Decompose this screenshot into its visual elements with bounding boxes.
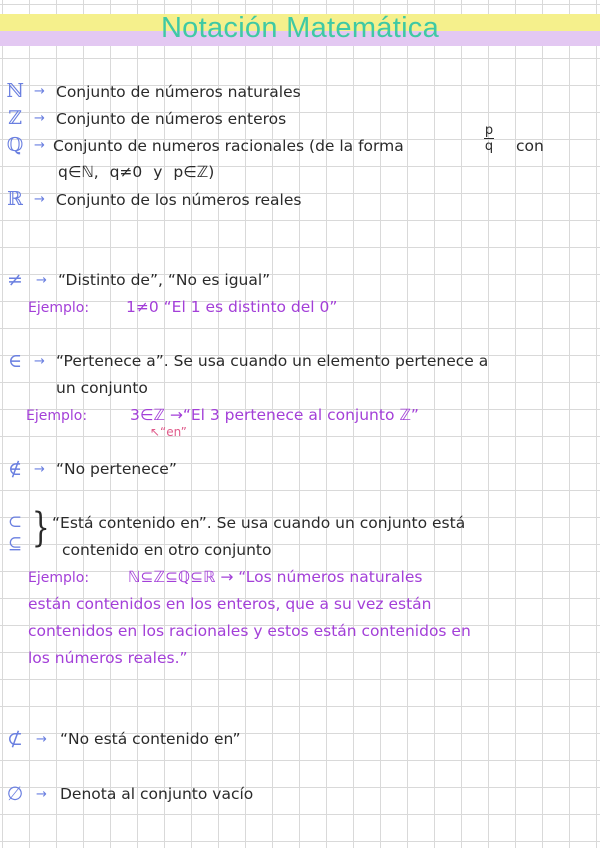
belongs-text-line2: un conjunto	[56, 379, 148, 397]
not-subset-symbol: ⊄	[7, 728, 23, 750]
reals-text: Conjunto de los números reales	[56, 191, 302, 209]
empty-set-symbol: ∅	[6, 783, 24, 805]
example-label: Ejemplo:	[28, 300, 90, 316]
not-subset-text: “No está contenido en”	[60, 730, 241, 748]
not-belongs-symbol: ∉	[7, 458, 23, 480]
subset-example-line4: los números reales.”	[28, 649, 188, 667]
arrow-icon: →	[36, 787, 47, 802]
belongs-symbol: ∈	[7, 350, 23, 372]
example-label: Ejemplo:	[28, 570, 90, 586]
not-equal-symbol: ≠	[7, 269, 23, 291]
not-belongs-text: “No pertenece”	[56, 460, 177, 478]
arrow-icon: →	[34, 354, 45, 369]
arrow-icon: →	[36, 273, 47, 288]
subset-example-line3: contenidos en los racionales y estos están contenidos en	[28, 622, 471, 640]
reals-symbol: ℝ	[7, 188, 23, 210]
fraction-denominator: q	[484, 139, 494, 154]
empty-set-text: Denota al conjunto vacío	[60, 785, 254, 803]
integers-text: Conjunto de números enteros	[56, 110, 287, 128]
not-equal-example: 1≠0 “El 1 es distinto del 0”	[126, 298, 338, 316]
not-equal-text: “Distinto de”, “No es igual”	[58, 271, 271, 289]
fraction-p-over-q	[484, 124, 494, 153]
rationals-con: con	[516, 137, 544, 155]
rationals-text: Conjunto de numeros racionales (de la forma	[53, 137, 404, 155]
rationals-condition: q∈ℕ, q≠0 y p∈ℤ)	[58, 163, 215, 181]
rationals-symbol: ℚ	[6, 134, 24, 156]
arrow-icon: →	[34, 138, 45, 153]
arrow-icon: →	[34, 84, 45, 99]
naturals-symbol: ℕ	[6, 80, 24, 102]
subset-symbol: ⊂	[7, 512, 23, 532]
example-label: Ejemplo:	[26, 408, 88, 424]
subset-example-line2: están contenidos en los enteros, que a su vez están	[28, 595, 432, 613]
subset-text-line2: contenido en otro conjunto	[62, 541, 272, 559]
belongs-example: 3∈ℤ →“El 3 pertenece al conjunto ℤ”	[130, 406, 419, 424]
belongs-hint: ↖“en”	[150, 425, 187, 439]
arrow-icon: →	[36, 732, 47, 747]
arrow-icon: →	[34, 192, 45, 207]
subset-text: “Está contenido en”. Se usa cuando un conjunto está	[52, 514, 466, 532]
subset-eq-symbol: ⊆	[7, 534, 23, 554]
arrow-icon: →	[34, 462, 45, 477]
arrow-icon: →	[34, 111, 45, 126]
fraction-numerator: p	[484, 123, 494, 138]
naturals-text: Conjunto de números naturales	[56, 83, 301, 101]
page-title: Notación Matemática	[160, 12, 440, 44]
belongs-text: “Pertenece a”. Se usa cuando un elemento pertenece a	[56, 352, 489, 370]
subset-example: ℕ⊆ℤ⊆ℚ⊆ℝ → “Los números naturales	[128, 568, 423, 586]
integers-symbol: ℤ	[8, 107, 22, 129]
brace-icon: }	[31, 505, 50, 551]
